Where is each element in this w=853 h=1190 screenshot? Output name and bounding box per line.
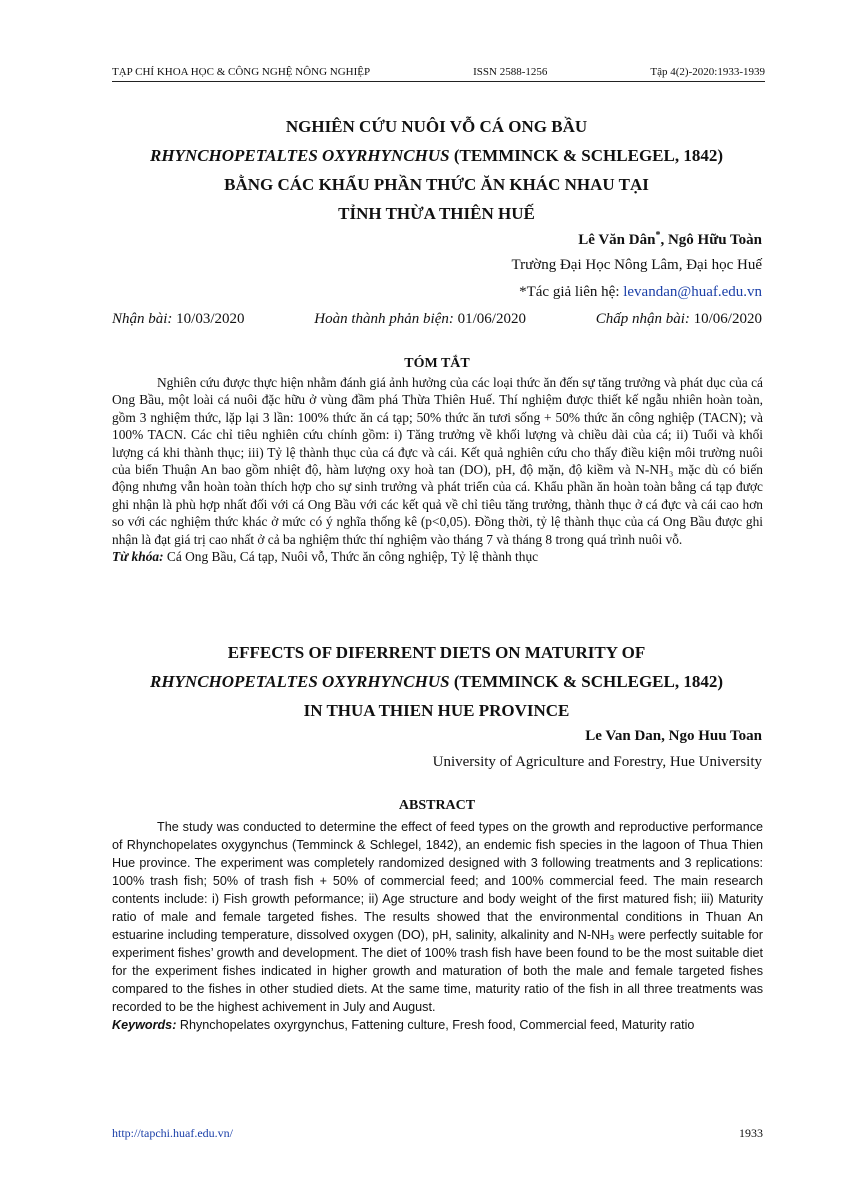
en-species-authority: (TEMMINCK & SCHLEGEL, 1842) — [449, 672, 724, 691]
revised-value: 01/06/2020 — [453, 311, 526, 327]
vn-author2: , Ngô Hữu Toàn — [660, 232, 762, 248]
vn-title-line4: TỈNH THỪA THIÊN HUẾ — [338, 204, 535, 223]
accepted-value: 10/06/2020 — [689, 311, 762, 327]
running-header — [112, 66, 765, 82]
vn-keywords-list: Cá Ong Bầu, Cá tạp, Nuôi vỗ, Thức ăn công nghiệp, Tỷ lệ thành thục — [163, 549, 539, 565]
en-abstract — [112, 818, 763, 1034]
en-authors: Le Van Dan, Ngo Huu Toan — [585, 728, 762, 744]
article-dates — [112, 311, 762, 328]
en-affiliation: University of Agriculture and Forestry, Hue University — [432, 754, 762, 770]
en-title-line3: IN THUA THIEN HUE PROVINCE — [303, 701, 570, 720]
vn-contact — [519, 284, 762, 301]
received-value: 10/03/2020 — [172, 311, 245, 327]
accepted-date — [596, 311, 762, 328]
vn-keywords — [112, 548, 763, 565]
issn: ISSN 2588-1256 — [473, 66, 548, 78]
corresponding-mark: * — [655, 230, 661, 241]
page-number: 1933 — [739, 1126, 763, 1140]
vn-authors — [578, 230, 762, 249]
vn-title-line1: NGHIÊN CỨU NUÔI VỖ CÁ ONG BẦU — [285, 117, 588, 136]
vn-abstract — [112, 374, 763, 565]
en-keywords-label: Keywords: — [112, 1018, 177, 1032]
vn-affiliation: Trường Đại Học Nông Lâm, Đại học Huế — [511, 257, 762, 273]
en-title — [100, 638, 773, 725]
vn-keywords-label: Từ khóa: — [112, 549, 164, 565]
volume-info: Tập 4(2)-2020:1933-1939 — [650, 66, 765, 78]
en-title-line1: EFFECTS OF DIFERRENT DIETS ON MATURITY OF — [227, 643, 646, 662]
journal-url-link[interactable]: http://tapchi.huaf.edu.vn/ — [112, 1126, 233, 1140]
journal-name: TẠP CHÍ KHOA HỌC & CÔNG NGHỆ NÔNG NGHIỆP — [112, 66, 371, 78]
page-footer — [112, 1126, 763, 1141]
received-label: Nhận bài: — [112, 311, 173, 327]
revised-label: Hoàn thành phản biện: — [314, 311, 454, 327]
contact-email-link[interactable]: levandan@huaf.edu.vn — [623, 284, 762, 300]
vn-abstract-text: Nghiên cứu được thực hiện nhằm đánh giá ảnh hưởng của các loại thức ăn đến sự tăng trưởng và phát dục của cá Ong Bầu, một loài cá nuôi đặc hữu ở vùng đầm phá Thừa Thiên Huế. Thí nghiệm được thiết kế ngẫu nhiên hoàn toàn, gồm 3 nghiệm thức, lặp lại 3 lần: 100% thức ăn cá tạp; 50% thức ăn tươi sống + 50% thức ăn công nghiệp (TACN); và 100% TACN. Các chỉ tiêu nghiên cứu chính gồm: i) Tăng trưởng về khối lượng và chiều dài của cá; ii) Tuổi và khối lượng cá khi thành thục; iii) Tỷ lệ thành thục của cá đực và cái. Kết quả nghiên cứu cho thấy điều kiện môi trường nuôi của biển Thuận An bao gồm nhiệt độ, hàm lượng oxy hoà tan (DO), pH, độ mặn, độ kiềm và N-NH₃ mặc dù có biến động nhưng vẫn hoàn toàn thích hợp cho sự sinh trưởng và phát triển của cá. Khẩu phần ăn hoàn toàn bằng cá tạp được ghi nhận là phù hợp nhất đối với cá Ong Bầu với các kết quả về chỉ tiêu tăng trưởng, thành thục ở cá đực và cái cao hơn so với các nghiệm thức khác ở mức có ý nghĩa thống kê (p<0,05). Đồng thời, tỷ lệ thành thục của cá Ong Bầu được ghi nhận là đạt giá trị cao nhất ở cả ba nghiệm thức thí nghiệm vào tháng 7 và tháng 8 trong quá trình nuôi vỗ. — [112, 375, 763, 547]
contact-label: *Tác giả liên hệ: — [519, 284, 624, 300]
vn-title-line2 — [100, 141, 773, 170]
en-abstract-text: The study was conducted to determine the effect of feed types on the growth and reproductive performance of Rhynchopelates oxygynchus (Temminck & Schlegel, 1842), an endemic fish species in the lagoon of Thua Thien Hue province. The experiment was completely randomized designed with 3 following treatments and 3 replications: 100% trash fish; 50% of trash fish + 50% of commercial feed; and 100% commercial feed. The main research contents include: i) Fish growth peformance; ii) Age structure and body weight of the first matured fish; iii) Maturity ratio of male and female targeted fishes. The results showed that the environmental conditions in Thuan An estuarine including temperature, dissolved oxygen (DO), pH, salinity, alkalinity and N-NH₃ were perfectly suitable for experiment fishes’ growth and development. The diet of 100% trash fish have been found to be the most suitable diet for the experiment fishes indicated in higher growth and maturation of both the male and female targeted fishes compared to the fishes in other studied diets. At the same time, maturity ratio of the fish in all three treatments was recorded to be the highest achivement in July and August. — [112, 820, 763, 1014]
vn-author1: Lê Văn Dân — [578, 232, 656, 248]
vn-abstract-heading: TÓM TẮT — [404, 356, 470, 371]
en-title-line2 — [100, 667, 773, 696]
revised-date — [314, 311, 526, 328]
en-species-name: RHYNCHOPETALTES OXYRHYNCHUS — [149, 672, 450, 691]
received-date — [112, 311, 245, 328]
vn-title — [100, 112, 773, 228]
en-abstract-heading: ABSTRACT — [398, 798, 476, 813]
en-keywords — [112, 1016, 763, 1034]
vn-species-authority: (TEMMINCK & SCHLEGEL, 1842) — [449, 146, 724, 165]
en-keywords-list: Rhynchopelates oxyrgynchus, Fattening culture, Fresh food, Commercial feed, Maturity ratio — [176, 1018, 695, 1032]
vn-title-line3: BẰNG CÁC KHẨU PHẦN THỨC ĂN KHÁC NHAU TẠI — [224, 175, 649, 194]
accepted-label: Chấp nhận bài: — [595, 311, 690, 327]
vn-species-name: RHYNCHOPETALTES OXYRHYNCHUS — [149, 146, 450, 165]
